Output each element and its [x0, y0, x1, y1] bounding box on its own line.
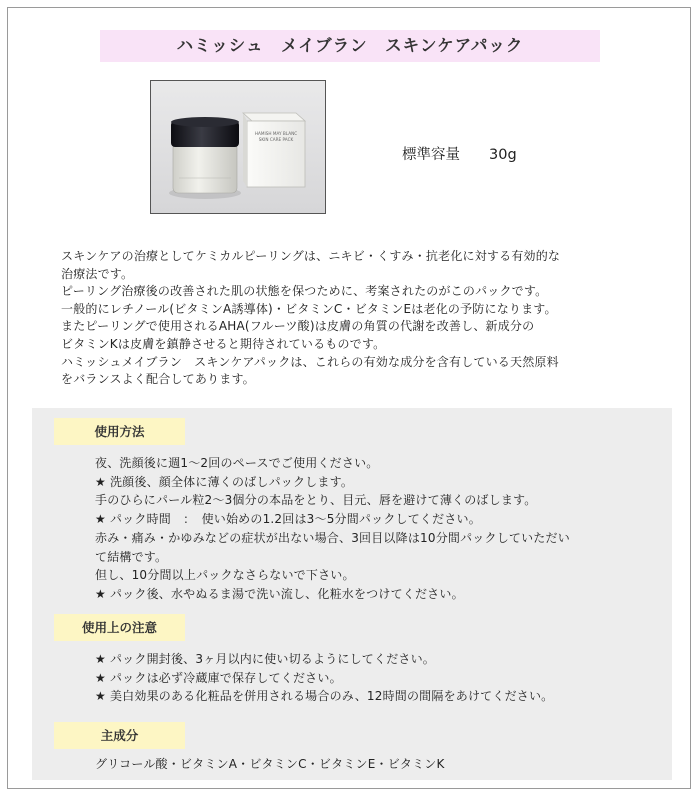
product-jar-and-box-image: [151, 81, 326, 214]
caution-line: ★ 美白効果のある化粧品を併用される場合のみ、12時間の間隔をあけてください。: [95, 689, 554, 704]
intro-line: 一般的にレチノール(ビタミンA誘導体)・ビタミンC・ビタミンEは老化の予防になります。: [61, 301, 557, 316]
box-label-line2: SKIN CARE PACK: [258, 137, 294, 142]
usage-line: 但し、10分間以上パックなさらないで下さい。: [95, 568, 355, 583]
usage-line: ★ パック後、水やぬるま湯で洗い流し、化粧水をつけてください。: [95, 586, 464, 601]
usage-heading: 使用方法: [54, 418, 185, 445]
intro-line: 治療法です。: [61, 266, 134, 281]
ingredients-line: グリコール酸・ビタミンA・ビタミンC・ビタミンE・ビタミンK: [95, 757, 445, 771]
cautions-heading: 使用上の注意: [54, 614, 185, 641]
intro-line: またピーリングで使用されるAHA(フルーツ酸)は皮膚の角質の代謝を改善し、新成分の: [61, 319, 535, 334]
intro-line: をバランスよく配合してあります。: [61, 372, 255, 387]
cautions-list: [95, 650, 670, 706]
usage-line: て結構です。: [95, 549, 168, 564]
usage-line: 夜、洗顔後に週1～2回のペースでご使用ください。: [95, 456, 379, 470]
intro-line: ハミッシュメイブラン スキンケアパックは、これらの有効な成分を含有している天然原料: [61, 354, 559, 369]
ingredients-heading: 主成分: [54, 722, 185, 749]
intro-line: スキンケアの治療としてケミカルピーリングは、ニキビ・くすみ・抗老化に対する有効的な: [61, 249, 561, 263]
intro-line: ビタミンKは皮膚を鎮静させると期待されているものです。: [61, 336, 386, 351]
ingredients-list: [95, 755, 670, 774]
product-photo: [150, 80, 326, 214]
box-label-line1: HAMISH MAY BLANC: [254, 131, 298, 136]
details-panel: [32, 408, 672, 780]
usage-instructions: [95, 454, 670, 604]
standard-capacity: 標準容量 30g: [402, 147, 517, 163]
usage-line: ★ 洗顔後、顔全体に薄くのばしパックします。: [95, 474, 354, 489]
intro-text: [61, 248, 661, 389]
usage-line: 赤み・痛み・かゆみなどの症状が出ない場合、3回目以降は10分間パックしていただい: [95, 530, 570, 545]
caution-line: ★ パックは必ず冷蔵庫で保存してください。: [95, 670, 342, 685]
intro-line: ピーリング治療後の改善された肌の状態を保つために、考案されたのがこのパックです。: [61, 284, 548, 299]
usage-line: ★ パック時間 ： 使い始めの1.2回は3～5分間パックしてください。: [95, 512, 481, 527]
caution-line: ★ パック開封後、3ヶ月以内に使い切るようにしてください。: [95, 652, 436, 666]
page-title: ハミッシュ メイブラン スキンケアパック: [100, 30, 600, 62]
usage-line: 手のひらにパール粒2～3個分の本品をとり、目元、唇を避けて薄くのばします。: [95, 493, 537, 508]
